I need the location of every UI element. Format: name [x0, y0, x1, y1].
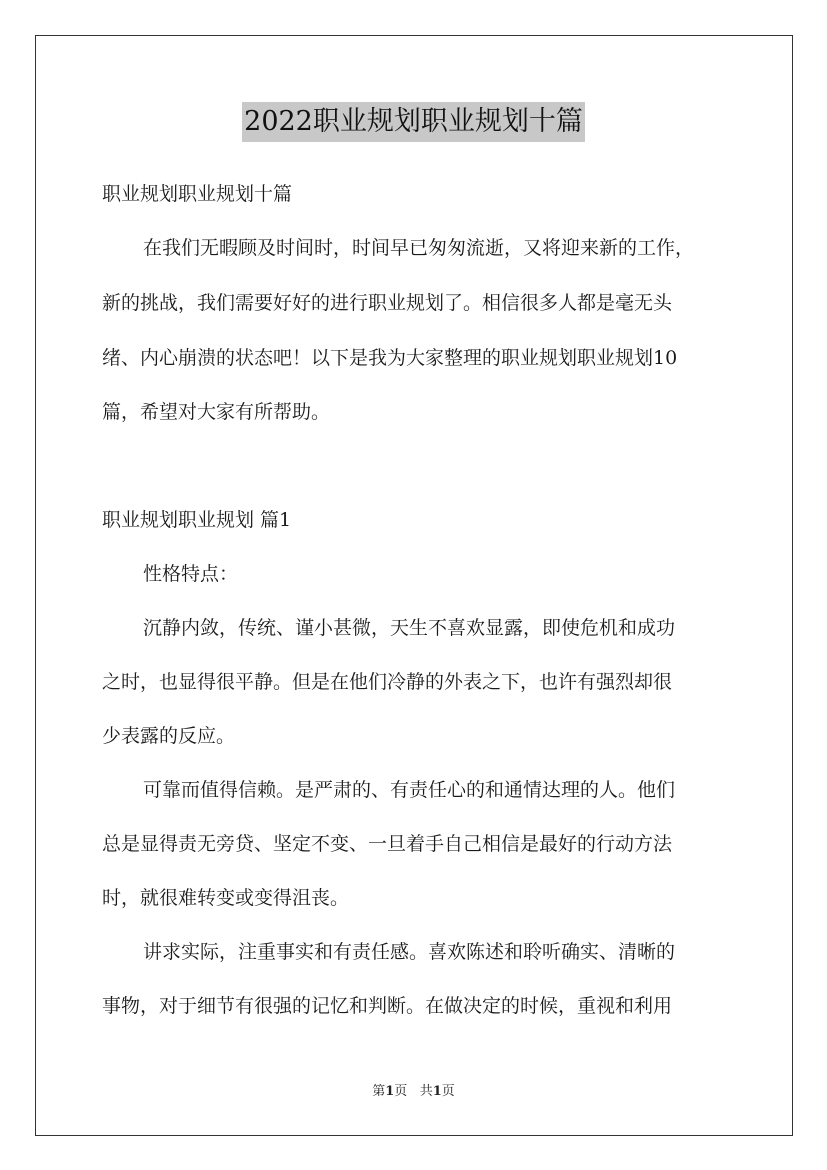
para2-line-2: 总是显得责无旁贷、坚定不变、一旦着手自己相信是最好的行动方法 [102, 833, 673, 855]
para3-line-1: 讲求实际，注重事实和有责任感。喜欢陈述和聆听确实、清晰的 [143, 941, 676, 963]
footer-page-prefix: 第 [372, 1084, 386, 1099]
intro-line-3: 绪、内心崩溃的状态吧！以下是我为大家整理的职业规划职业规划10 [102, 347, 678, 369]
para1-line-3: 少表露的反应。 [102, 725, 236, 747]
section-heading: 职业规划职业规划 篇1 [102, 509, 292, 531]
document-subtitle: 职业规划职业规划十篇 [102, 183, 293, 205]
footer-total-suffix: 页 [441, 1084, 455, 1099]
document-title: 2022职业规划职业规划十篇 [242, 102, 585, 142]
traits-label: 性格特点： [143, 563, 239, 585]
footer-total-prefix: 共 [419, 1084, 433, 1099]
page-footer [0, 1084, 827, 1100]
para2-line-1: 可靠而值得信赖。是严肃的、有责任心的和通情达理的人。他们 [143, 779, 676, 801]
para3-line-2: 事物，对于细节有很强的记忆和判断。在做决定的时候，重视和利用 [102, 995, 673, 1017]
footer-page-suffix: 页 [394, 1084, 408, 1099]
footer-total-number: 1 [432, 1084, 442, 1099]
intro-line-1: 在我们无暇顾及时间时，时间早已匆匆流逝，又将迎来新的工作， [143, 237, 695, 259]
intro-line-4: 篇，希望对大家有所帮助。 [102, 401, 331, 423]
title-container [0, 102, 827, 142]
intro-line-2: 新的挑战，我们需要好好的进行职业规划了。相信很多人都是毫无头 [102, 292, 673, 314]
para1-line-1: 沉静内敛，传统、谨小甚微，天生不喜欢显露，即使危机和成功 [143, 617, 676, 639]
para1-line-2: 之时，也显得很平静。但是在他们冷静的外表之下，也许有强烈却很 [102, 671, 673, 693]
footer-page-number: 1 [385, 1084, 395, 1099]
para2-line-3: 时，就很难转变或变得沮丧。 [102, 887, 350, 909]
